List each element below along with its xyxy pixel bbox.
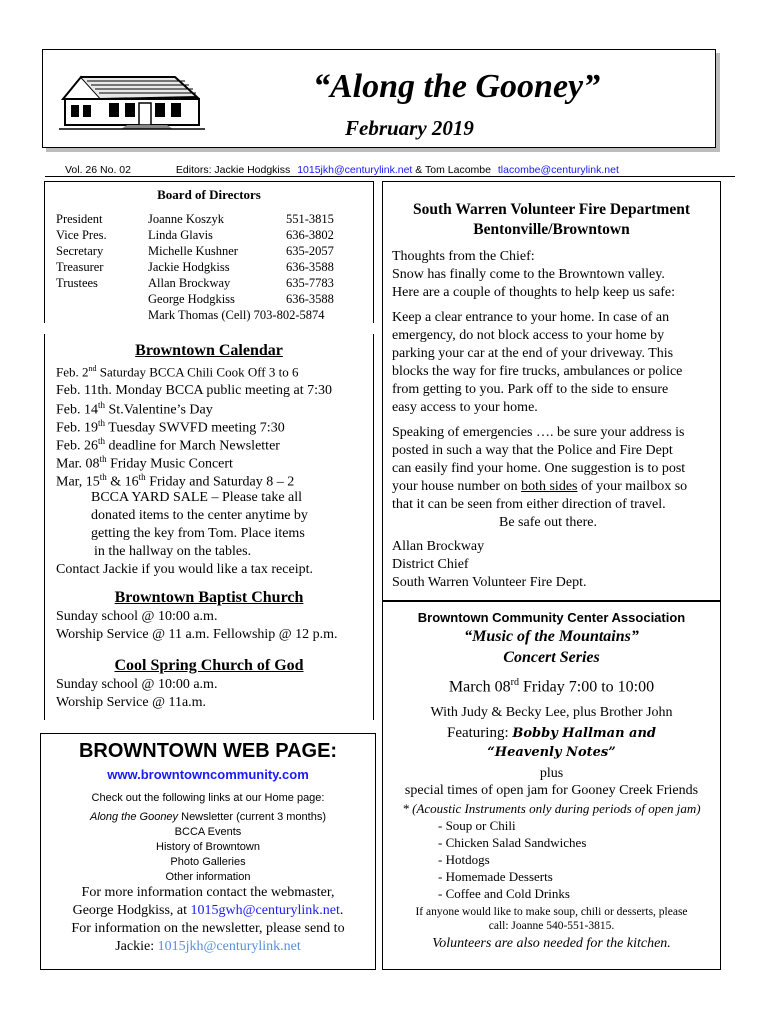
masthead — [42, 49, 716, 148]
calendar-heading: Browntown Calendar — [135, 342, 283, 359]
fire-signature: South Warren Volunteer Fire Dept. — [392, 575, 587, 590]
check-links-text: Check out the following links at our Home page: — [91, 792, 325, 804]
baptist-heading: Browntown Baptist Church — [114, 589, 304, 606]
coolspring-line: Sunday school @ 10:00 a.m. — [56, 677, 218, 692]
fire-text: Speaking of emergencies …. be sure your address is — [392, 425, 685, 440]
fire-text: that it can be seen from either direction of travel. — [392, 497, 666, 512]
webmaster-contact: George Hodgkiss, at 1015gwh@centurylink.net. — [72, 903, 344, 918]
editor-email-link-1[interactable]: 1015jkh@centurylink.net — [297, 164, 413, 176]
concert-date: March 08rd Friday 7:00 to 10:00 — [448, 677, 655, 696]
calendar-entry: Feb. 2nd Saturday BCCA Chili Cook Off 3 to 6 — [56, 364, 299, 380]
link-bcca-events[interactable]: BCCA Events — [174, 826, 242, 838]
calendar-entry: Contact Jackie if you would like a tax receipt. — [56, 562, 313, 577]
calendar-entry: Mar. 08th Friday Music Concert — [56, 454, 233, 472]
soup-request: If anyone would like to make soup, chili or desserts, please — [415, 906, 688, 918]
calendar-entry: BCCA YARD SALE – Please take all — [91, 490, 303, 505]
calendar-entry: Mar, 15th & 16th Friday and Saturday 8 – 2 — [56, 472, 295, 490]
calendar-entry: Feb. 14th St.Valentine’s Day — [56, 400, 213, 418]
concert-performers: With Judy & Becky Lee, plus Brother John — [430, 705, 673, 720]
volunteers-note: Volunteers are also needed for the kitchen. — [432, 936, 671, 951]
bcca-heading: Browntown Community Center Association — [417, 610, 686, 625]
menu-item: - Chicken Salad Sandwiches — [438, 835, 587, 850]
web-heading: BROWNTOWN WEB PAGE: — [78, 740, 338, 762]
fire-text: can easily find your home. One suggestion is to post — [392, 461, 686, 476]
calendar-entry: Feb. 19th Tuesday SWVFD meeting 7:30 — [56, 418, 285, 436]
acoustic-note: * (Acoustic Instruments only during periods of open jam) — [402, 801, 701, 816]
newsletter-info-text: For information on the newsletter, please send to — [71, 921, 345, 936]
newsletter-title: “Along the Gooney” — [313, 68, 601, 105]
jackie-email-link[interactable]: 1015jkh@centurylink.net — [157, 939, 301, 954]
fire-signature: District Chief — [392, 557, 469, 572]
link-photo-galleries[interactable]: Photo Galleries — [170, 856, 246, 868]
fire-text: Keep a clear entrance to your home. In case of an — [392, 310, 670, 325]
website-link[interactable]: www.browntowncommunity.com — [107, 767, 309, 782]
coolspring-line: Worship Service @ 11a.m. — [56, 695, 207, 710]
fire-heading: South Warren Volunteer Fire Department — [413, 201, 690, 218]
link-newsletter[interactable]: Along the Gooney Newsletter (current 3 months) — [89, 811, 326, 823]
editors-amp: & Tom Lacombe — [415, 164, 491, 176]
fire-text: easy access to your home. — [392, 400, 538, 415]
featuring-line: Featuring: Bobby Hallman and — [446, 725, 657, 741]
link-other-info[interactable]: Other information — [165, 871, 251, 883]
baptist-line: Sunday school @ 10:00 a.m. — [56, 609, 218, 624]
bcca-concert-box — [382, 600, 721, 970]
fire-text: from getting to you. Park off to the side to ensure — [392, 382, 669, 397]
concert-title: “Music of the Mountains” — [464, 628, 639, 645]
board-of-directors: Board of Directors President Joanne Koszyk 551-3815 Vice Pres. Linda Glavis 636-3802 Secretary Michelle Kushner 635-2057 Treasurer Jackie Hodgkiss 636-3588 Trustees Allan Brockway 635-7783 George Hodgkiss 636-3588 Mark Thomas (Cell) 703-802-5874 — [44, 181, 374, 323]
soup-contact: call: Joanne 540-551-3815. — [488, 920, 615, 932]
community-center-house-icon — [57, 63, 207, 131]
fire-text: Thoughts from the Chief: — [392, 249, 535, 264]
info-bar — [45, 164, 735, 176]
fire-text: Here are a couple of thoughts to help keep us safe: — [392, 285, 676, 300]
calendar-entry: donated items to the center anytime by — [91, 508, 308, 523]
concert-series: Concert Series — [503, 649, 600, 666]
fire-text: your house number on both sides of your mailbox so — [392, 479, 688, 494]
left-column — [44, 334, 374, 720]
calendar-entry: Feb. 11th. Monday BCCA public meeting at 7:30 — [56, 383, 332, 398]
volume-number: Vol. 26 No. 02 — [65, 164, 131, 176]
jackie-contact: Jackie: 1015jkh@centurylink.net — [115, 939, 301, 954]
menu-item: - Homemade Desserts — [438, 869, 553, 884]
link-history[interactable]: History of Browntown — [156, 841, 260, 853]
webmaster-email-link[interactable]: 1015gwh@centurylink.net — [190, 903, 340, 918]
editors-label: Editors: Jackie Hodgkiss — [175, 164, 291, 176]
fire-text: posted in such a way that the Police and Fire Dept — [392, 443, 673, 458]
webmaster-text: For more information contact the webmaster, — [81, 885, 335, 900]
menu-item: - Soup or Chili — [438, 818, 516, 833]
fire-text: Snow has finally come to the Browntown valley. — [392, 267, 665, 282]
menu-item: - Coffee and Cold Drinks — [438, 886, 570, 901]
calendar-entry: in the hallway on the tables. — [94, 544, 252, 559]
fire-text: Be safe out there. — [499, 515, 597, 530]
fire-department-box — [382, 181, 721, 602]
menu-item: - Hotdogs — [438, 852, 490, 867]
featured-band: “Heavenly Notes” — [487, 745, 616, 760]
board-heading: Board of Directors — [157, 187, 261, 202]
fire-text: emergency, do not block access to your home by — [392, 328, 665, 343]
plus-text: plus — [539, 766, 564, 781]
fire-text: parking your car at the end of your driveway. This — [392, 346, 674, 361]
coolspring-heading: Cool Spring Church of God — [114, 657, 304, 674]
baptist-line: Worship Service @ 11 a.m. Fellowship @ 12 p.m. — [56, 627, 338, 642]
issue-date: February 2019 — [345, 116, 474, 140]
web-page-box — [40, 733, 376, 970]
calendar-entry: Feb. 26th deadline for March Newsletter — [56, 436, 280, 454]
fire-signature: Allan Brockway — [392, 539, 485, 554]
fire-text: blocks the way for fire trucks, ambulances or police — [392, 364, 683, 379]
fire-subheading: Bentonville/Browntown — [473, 221, 630, 238]
info-divider — [45, 176, 735, 177]
open-jam-text: special times of open jam for Gooney Creek Friends — [404, 783, 699, 798]
calendar-entry: getting the key from Tom. Place items — [91, 526, 305, 541]
editor-email-link-2[interactable]: tlacombe@centurylink.net — [497, 164, 619, 176]
